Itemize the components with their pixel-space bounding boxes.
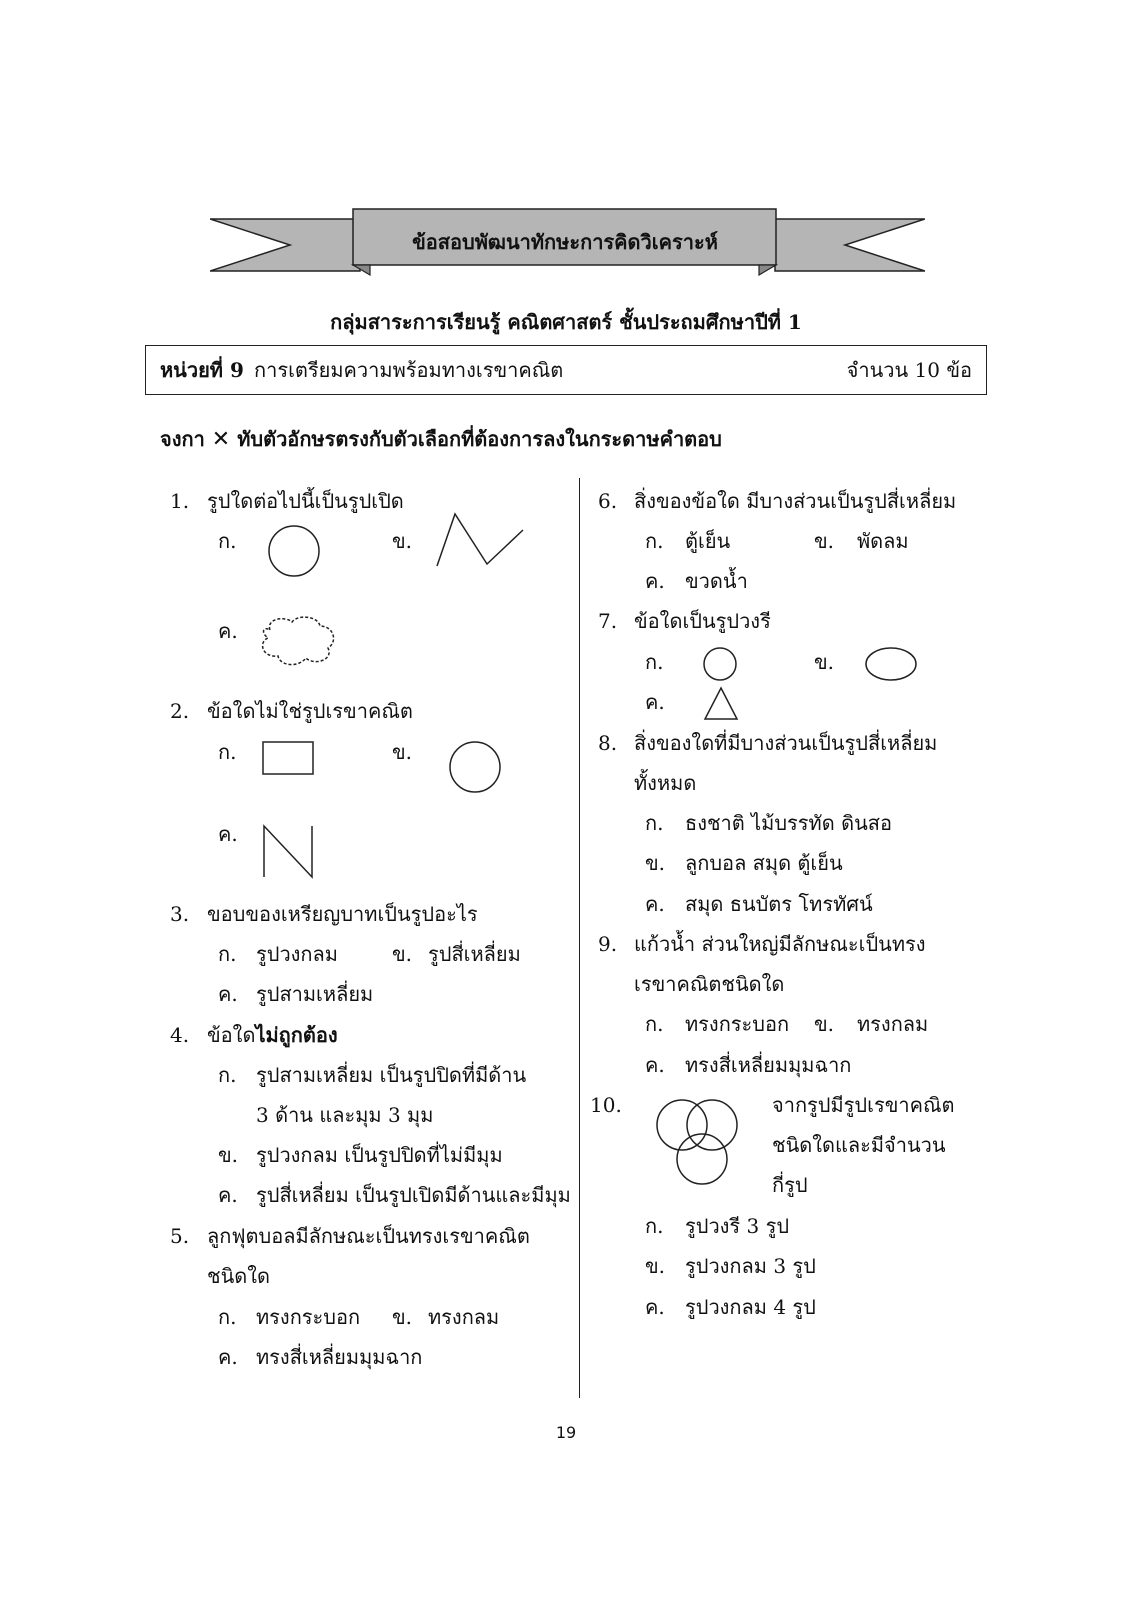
- choice-text[interactable]: พัดลม: [857, 529, 909, 553]
- choice-label[interactable]: ก.: [645, 1012, 664, 1036]
- question-text: ลูกฟุตบอลมีลักษณะเป็นทรงเรขาคณิต: [207, 1224, 530, 1248]
- question-text: รูปใดต่อไปนี้เป็นรูปเปิด: [207, 489, 404, 513]
- choice-label[interactable]: ข.: [392, 942, 413, 966]
- three-overlapping-circles-figure: [655, 1097, 755, 1191]
- question-number: 10.: [590, 1093, 622, 1117]
- question-number: 8.: [598, 731, 618, 755]
- choice-text[interactable]: ทรงกระบอก: [685, 1012, 790, 1036]
- choice-label[interactable]: ก.: [218, 529, 237, 553]
- choice-text[interactable]: ทรงกระบอก: [256, 1305, 361, 1329]
- choice-text[interactable]: รูปวงกลม 3 รูป: [685, 1254, 816, 1278]
- choice-label[interactable]: ค.: [218, 982, 238, 1006]
- page-number: 19: [555, 1423, 577, 1442]
- choice-text[interactable]: ลูกบอล สมุด ตู้เย็น: [685, 851, 843, 875]
- choice-label[interactable]: ค.: [218, 619, 238, 643]
- open-n-shape: [262, 824, 316, 880]
- question-text-continued: กี่รูป: [772, 1173, 808, 1197]
- question-text-continued: เรขาคณิตชนิดใด: [634, 972, 785, 996]
- choice-text[interactable]: รูปสามเหลี่ยม: [256, 982, 374, 1006]
- choice-label[interactable]: ข.: [814, 650, 835, 674]
- exam-title: ข้อสอบพัฒนาทักษะการคิดวิเคราะห์: [412, 230, 718, 254]
- question-text: ข้อใดเป็นรูปวงรี: [634, 609, 771, 633]
- circle-shape: [448, 740, 504, 796]
- choice-label[interactable]: ก.: [218, 1305, 237, 1329]
- question-text: ขอบของเหรียญบาทเป็นรูปอะไร: [207, 902, 478, 926]
- choice-label[interactable]: ข.: [814, 1012, 835, 1036]
- choice-text[interactable]: รูปวงกลม เป็นรูปปิดที่ไม่มีมุม: [256, 1143, 503, 1167]
- choice-label[interactable]: ค.: [218, 822, 238, 846]
- choice-label[interactable]: ค.: [645, 690, 665, 714]
- question-number: 9.: [598, 932, 618, 956]
- subject-heading: กลุ่มสาระการเรียนรู้ คณิตศาสตร์ ชั้นประถมศึกษาปีที่ 1: [330, 310, 802, 334]
- question-text-continued: ทั้งหมด: [634, 771, 697, 795]
- open-zigzag-shape: [435, 512, 525, 570]
- choice-label[interactable]: ก.: [645, 529, 664, 553]
- question-text-continued: ชนิดใดและมีจำนวน: [772, 1133, 946, 1157]
- choice-text[interactable]: รูปสี่เหลี่ยม: [428, 942, 521, 966]
- choice-text[interactable]: รูปวงกลม 4 รูป: [685, 1295, 816, 1319]
- choice-label[interactable]: ค.: [645, 892, 665, 916]
- choice-text-continued[interactable]: 3 ด้าน และมุม 3 มุม: [256, 1103, 434, 1127]
- unit-label: หน่วยที่ 9: [160, 358, 244, 382]
- triangle-shape: [703, 686, 739, 722]
- circle-shape: [703, 647, 739, 683]
- instruction-text: ทับตัวอักษรตรงกับตัวเลือกที่ต้องการลงในกระดาษคำตอบ: [237, 427, 722, 451]
- choice-label[interactable]: ก.: [218, 942, 237, 966]
- choice-text[interactable]: ตู้เย็น: [685, 529, 731, 553]
- choice-text[interactable]: ธงชาติ ไม้บรรทัด ดินสอ: [685, 811, 892, 835]
- instruction-prefix: จงกา: [160, 427, 205, 451]
- choice-label[interactable]: ค.: [645, 569, 665, 593]
- choice-label[interactable]: ข.: [814, 529, 835, 553]
- choice-text[interactable]: รูปสี่เหลี่ยม เป็นรูปเปิดมีด้านและมีมุม: [256, 1183, 571, 1207]
- column-divider: [579, 478, 580, 1398]
- choice-text[interactable]: ขวดน้ำ: [685, 569, 748, 593]
- choice-label[interactable]: ข.: [392, 740, 413, 764]
- choice-label[interactable]: ข.: [392, 1305, 413, 1329]
- question-text: ข้อใดไม่ถูกต้อง: [207, 1023, 338, 1047]
- cross-mark-icon: ✕: [211, 427, 231, 452]
- choice-text[interactable]: ทรงสี่เหลี่ยมมุมฉาก: [256, 1345, 423, 1369]
- question-number: 3.: [170, 902, 190, 926]
- choice-text[interactable]: รูปสามเหลี่ยม เป็นรูปปิดที่มีด้าน: [256, 1063, 527, 1087]
- question-number: 2.: [170, 699, 190, 723]
- choice-label[interactable]: ก.: [645, 650, 664, 674]
- choice-text[interactable]: ทรงสี่เหลี่ยมมุมฉาก: [685, 1053, 852, 1077]
- choice-label[interactable]: ก.: [645, 811, 664, 835]
- choice-label[interactable]: ค.: [218, 1345, 238, 1369]
- question-number: 4.: [170, 1023, 190, 1047]
- question-text-continued: ชนิดใด: [207, 1264, 270, 1288]
- question-number: 1.: [170, 489, 190, 513]
- choice-label[interactable]: ข.: [218, 1143, 239, 1167]
- question-emphasis: ไม่ถูกต้อง: [255, 1023, 338, 1047]
- question-text: ข้อใดไม่ใช่รูปเรขาคณิต: [207, 699, 413, 723]
- question-text: จากรูปมีรูปเรขาคณิต: [772, 1093, 955, 1117]
- circle-shape: [268, 525, 322, 579]
- choice-text[interactable]: ทรงกลม: [857, 1012, 929, 1036]
- choice-text[interactable]: รูปวงกลม: [256, 942, 338, 966]
- question-number: 6.: [598, 489, 618, 513]
- unit-name: การเตรียมความพร้อมทางเรขาคณิต: [254, 358, 564, 382]
- choice-text[interactable]: รูปวงรี 3 รูป: [685, 1214, 790, 1238]
- question-number: 5.: [170, 1224, 190, 1248]
- choice-label[interactable]: ค.: [645, 1295, 665, 1319]
- instruction: [160, 425, 722, 454]
- question-count: จำนวน 10 ข้อ: [846, 358, 972, 382]
- cloud-shape: [258, 612, 338, 668]
- question-text: สิ่งของข้อใด มีบางส่วนเป็นรูปสี่เหลี่ยม: [634, 489, 957, 513]
- question-number: 7.: [598, 609, 618, 633]
- choice-text[interactable]: สมุด ธนบัตร โทรทัศน์: [685, 892, 873, 916]
- choice-label[interactable]: ก.: [218, 1063, 237, 1087]
- choice-label[interactable]: ก.: [218, 740, 237, 764]
- unit-info-box: [145, 345, 987, 395]
- ellipse-shape: [865, 647, 919, 683]
- choice-label[interactable]: ค.: [218, 1183, 238, 1207]
- choice-label[interactable]: ค.: [645, 1053, 665, 1077]
- choice-label[interactable]: ข.: [645, 851, 666, 875]
- choice-label[interactable]: ข.: [392, 529, 413, 553]
- rectangle-shape: [262, 741, 316, 777]
- choice-label[interactable]: ข.: [645, 1254, 666, 1278]
- question-text: สิ่งของใดที่มีบางส่วนเป็นรูปสี่เหลี่ยม: [634, 731, 938, 755]
- choice-label[interactable]: ก.: [645, 1214, 664, 1238]
- choice-text[interactable]: ทรงกลม: [428, 1305, 500, 1329]
- question-text: แก้วน้ำ ส่วนใหญ่มีลักษณะเป็นทรง: [634, 932, 926, 956]
